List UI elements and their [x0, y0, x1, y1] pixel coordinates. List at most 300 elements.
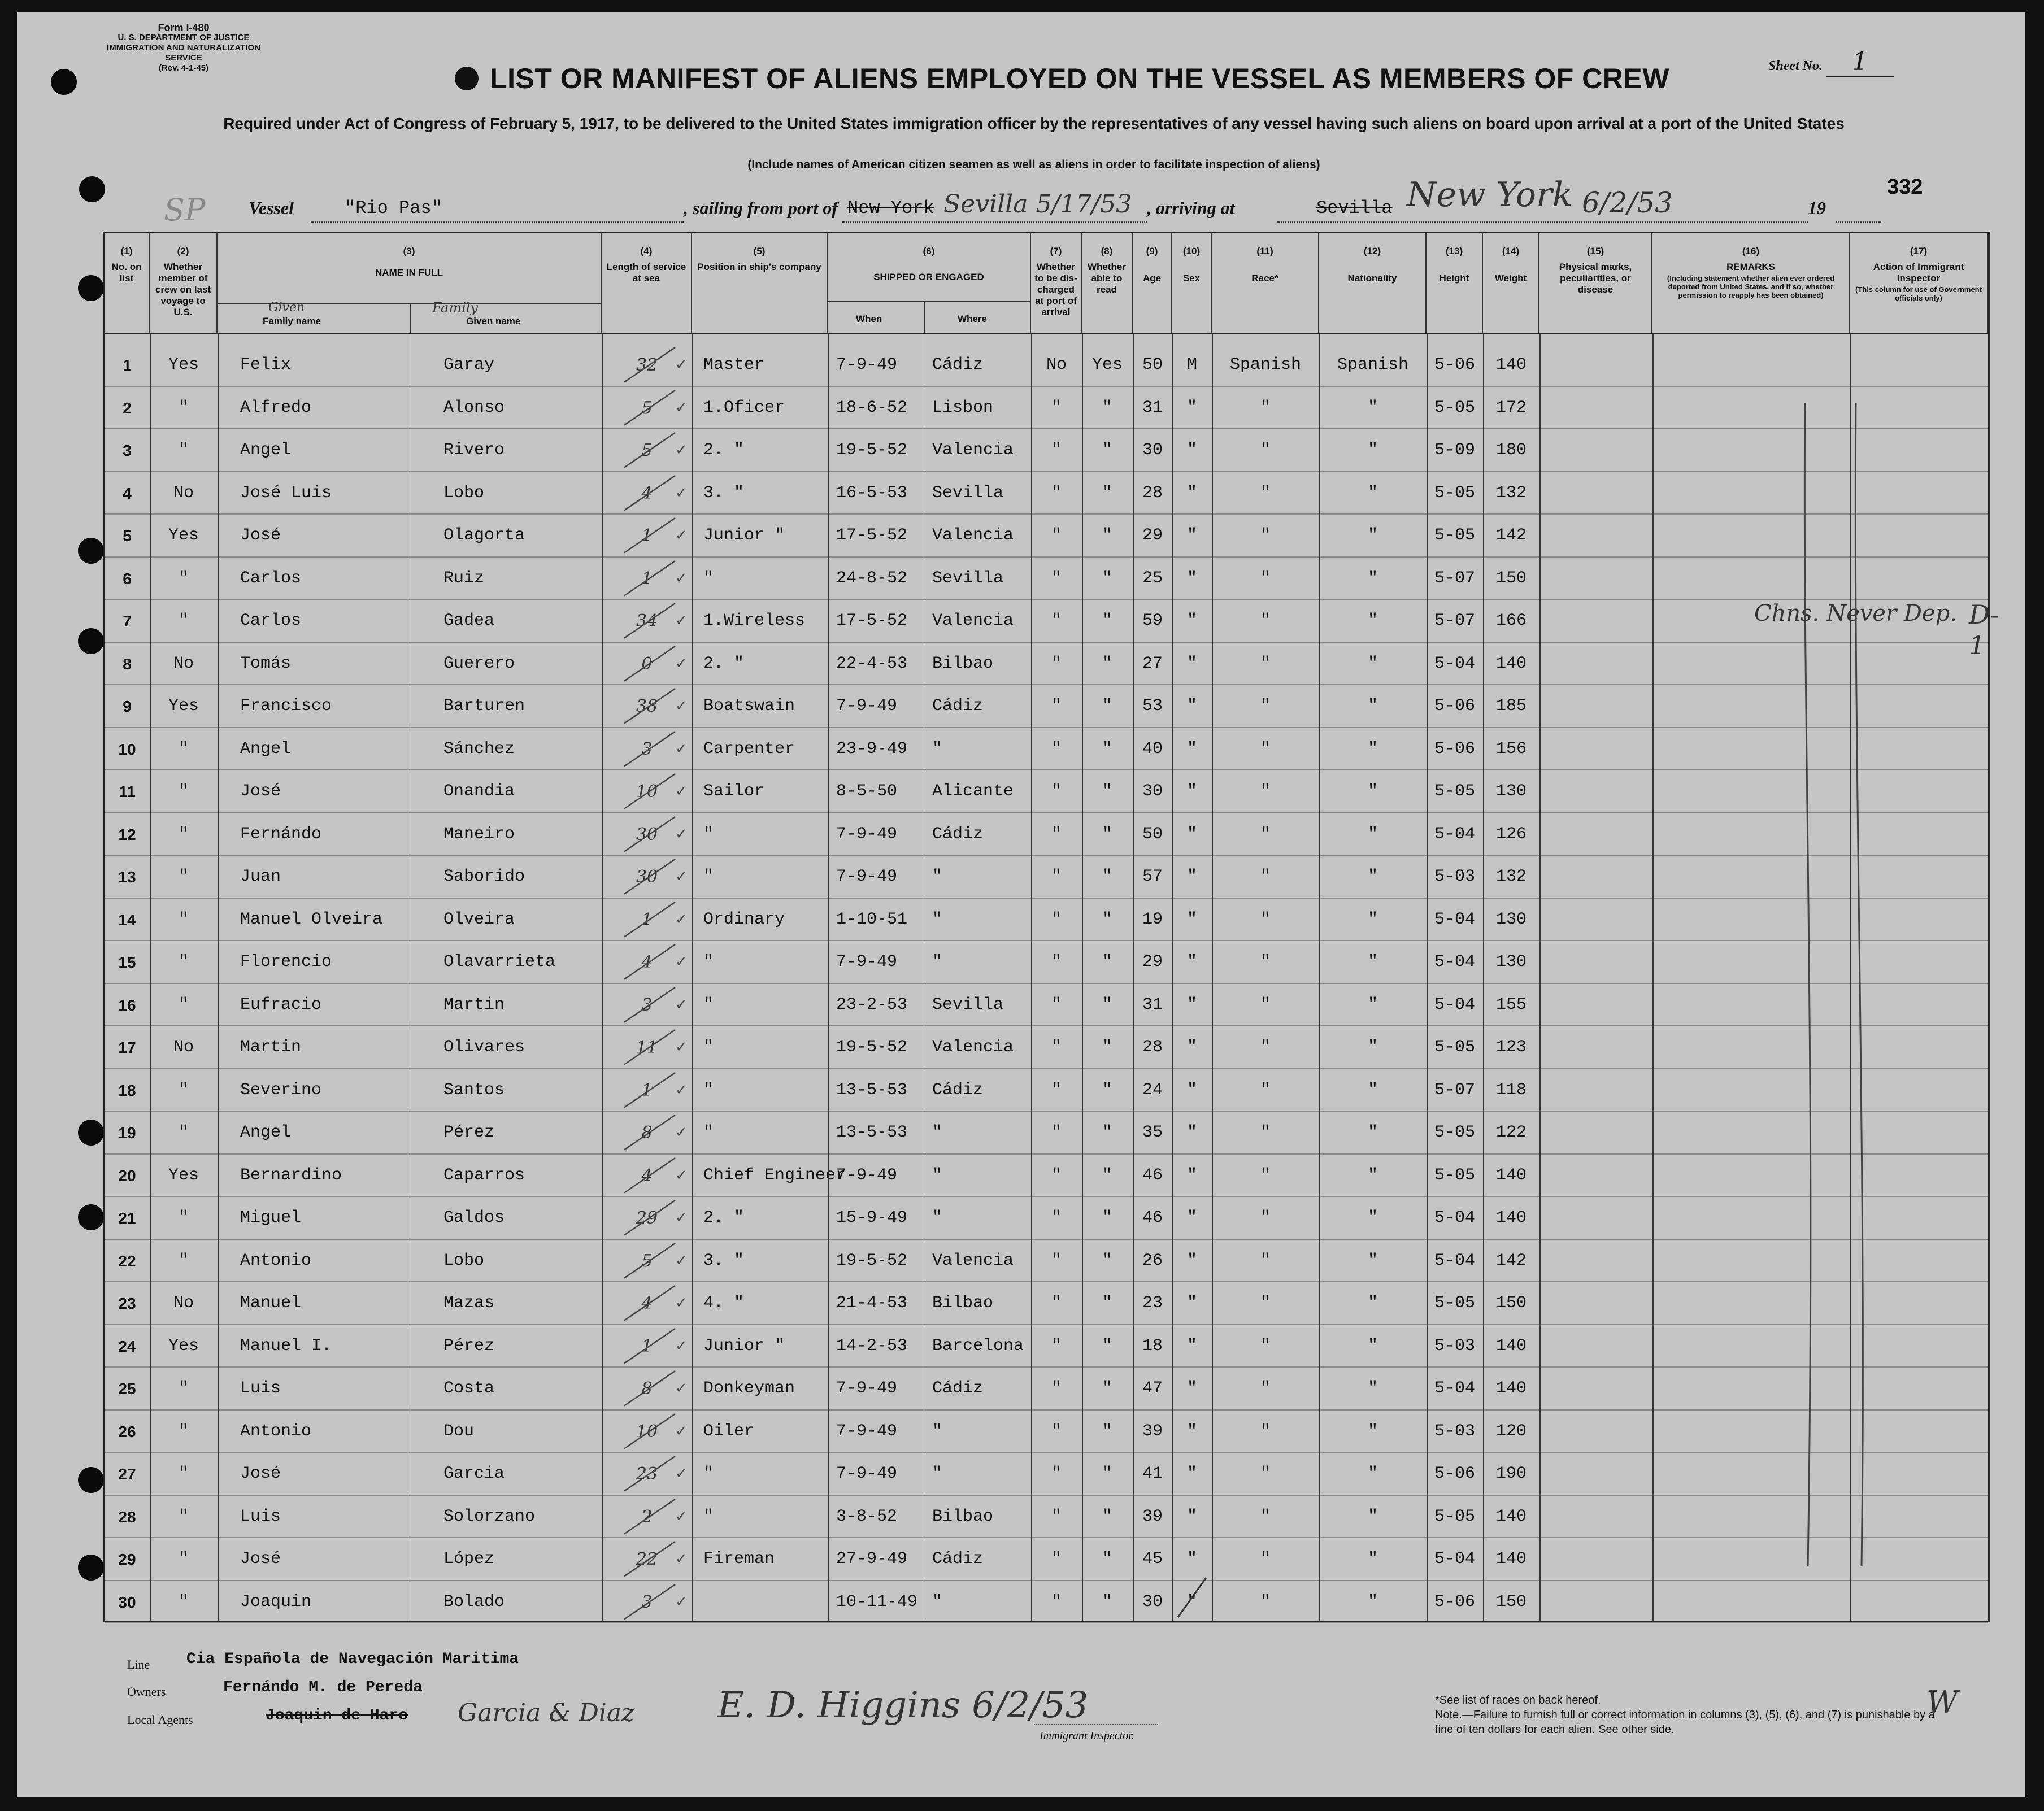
tally-slash-stroke — [624, 603, 675, 638]
cell-read: " — [1102, 824, 1112, 844]
cell-height: 5-07 — [1434, 1080, 1475, 1100]
cell-given: Antonio — [240, 1421, 312, 1441]
checkmark-icon: ✓ — [675, 1124, 688, 1141]
cell-read: " — [1102, 441, 1112, 460]
tally-slash-icon — [607, 1581, 686, 1624]
punch-hole — [78, 1120, 104, 1146]
cell-where: Valencia — [932, 1038, 1014, 1057]
cell-race: " — [1260, 1421, 1271, 1441]
cell-given: Joaquin — [240, 1592, 312, 1612]
form-identifier — [102, 23, 266, 73]
remarks-vertical-stroke — [1804, 403, 1811, 1566]
cell-given: Carlos — [240, 568, 302, 588]
cell-family: Lobo — [443, 1251, 485, 1270]
cell-svc: 2 — [641, 1507, 653, 1527]
tally-slash-icon — [607, 600, 686, 643]
cell-age: 30 — [1142, 782, 1163, 801]
cell-read: " — [1102, 1251, 1112, 1270]
cell-sex: " — [1186, 995, 1197, 1015]
cell-age: 24 — [1142, 1080, 1163, 1100]
cell-svc: 1 — [641, 568, 653, 589]
cell-height: 5-09 — [1434, 441, 1475, 460]
cell-where: Valencia — [932, 1251, 1014, 1270]
cell-when: 19-5-52 — [836, 1038, 908, 1057]
cell-weight: 140 — [1495, 1336, 1527, 1356]
cell-pos: Boatswain — [703, 696, 795, 716]
cell-disch: " — [1051, 1336, 1062, 1356]
column-header-c16 — [1652, 233, 1850, 333]
cell-where: " — [932, 1123, 943, 1142]
cell-prev: " — [178, 995, 189, 1015]
cell-pos: Fireman — [703, 1549, 775, 1569]
cell-nat: " — [1367, 952, 1378, 972]
tally-slash-stroke — [624, 1286, 675, 1321]
cell-svc: 3 — [641, 995, 653, 1015]
cell-no: 20 — [118, 1166, 136, 1185]
cell-pos: Ordinary — [703, 909, 785, 929]
cell-given: Francisco — [240, 696, 332, 716]
cell-disch: " — [1051, 441, 1062, 460]
cell-when: 7-9-49 — [836, 952, 898, 972]
inspector-label: Immigrant Inspector. — [1040, 1730, 1134, 1742]
cell-nat: " — [1367, 909, 1378, 929]
cell-nat: " — [1367, 1038, 1378, 1057]
column-divider — [828, 333, 829, 1621]
cell-sex: " — [1186, 824, 1197, 844]
cell-height: 5-03 — [1434, 867, 1475, 886]
checkmark-icon: ✓ — [675, 527, 688, 544]
column-number: (16) — [1742, 246, 1760, 256]
stamp-number: 332 — [1887, 175, 1923, 199]
cell-race: " — [1260, 1165, 1271, 1185]
year-label: 19 — [1808, 198, 1826, 218]
cell-weight: 122 — [1495, 1123, 1527, 1142]
cell-given: Florencio — [240, 952, 332, 972]
cell-nat: " — [1367, 1421, 1378, 1441]
sailing-label: , sailing from port of — [684, 198, 838, 218]
cell-read: " — [1102, 1507, 1112, 1526]
cell-disch: " — [1051, 824, 1062, 844]
cell-read: " — [1102, 526, 1112, 545]
cell-no: 28 — [118, 1508, 136, 1526]
column-title: Physical marks, peculiarities, or disease — [1559, 262, 1632, 295]
cell-weight: 185 — [1495, 696, 1527, 716]
cell-family: Dou — [443, 1421, 475, 1441]
cell-given: Antonio — [240, 1251, 312, 1270]
include-note: (Include names of American citizen seamen as well as aliens in order to facilitate inspection of aliens) — [747, 158, 1320, 171]
cell-age: 41 — [1142, 1464, 1163, 1483]
cell-height: 5-05 — [1434, 526, 1475, 545]
tally-slash-stroke — [624, 1542, 675, 1577]
cell-nat: " — [1367, 483, 1378, 503]
cell-height: 5-03 — [1434, 1336, 1475, 1356]
cell-prev: Yes — [168, 1165, 199, 1185]
cell-family: Maneiro — [443, 824, 515, 844]
cell-weight: 142 — [1495, 1251, 1527, 1270]
subheader-family-handwritten: Family — [432, 300, 478, 316]
cell-height: 5-06 — [1434, 355, 1475, 375]
cell-pos: Carpenter — [703, 739, 795, 759]
cell-nat: " — [1367, 995, 1378, 1015]
cell-prev: " — [178, 952, 189, 972]
cell-age: 47 — [1142, 1379, 1163, 1398]
cell-family: Galdos — [443, 1208, 505, 1227]
cell-race: " — [1260, 1379, 1271, 1398]
cell-when: 18-6-52 — [836, 398, 908, 417]
checkmark-icon: ✓ — [675, 1422, 688, 1440]
checkmark-icon: ✓ — [675, 1508, 688, 1525]
cell-no: 17 — [118, 1039, 136, 1056]
cell-weight: 155 — [1495, 995, 1527, 1015]
cell-age: 25 — [1142, 568, 1163, 588]
tally-slash-icon — [607, 1411, 686, 1453]
end-slash-stroke — [1178, 1578, 1206, 1617]
cell-where: Cádiz — [932, 1379, 984, 1398]
cell-age: 29 — [1142, 526, 1163, 545]
cell-age: 50 — [1142, 355, 1163, 375]
cell-read: " — [1102, 1080, 1112, 1100]
cell-race: " — [1260, 1592, 1271, 1612]
cell-when: 8-5-50 — [836, 782, 898, 801]
cell-weight: 130 — [1495, 782, 1527, 801]
sheet-label: Sheet No. — [1768, 59, 1823, 73]
cell-no: 22 — [118, 1252, 136, 1270]
cell-weight: 140 — [1495, 355, 1527, 375]
cell-weight: 142 — [1495, 526, 1527, 545]
cell-svc: 0 — [641, 654, 653, 674]
cell-svc: 1 — [641, 909, 653, 930]
subheader-family-text: Given name — [466, 316, 521, 326]
column-header-c15 — [1539, 233, 1652, 333]
cell-disch: " — [1051, 1294, 1062, 1313]
cell-read: " — [1102, 1123, 1112, 1142]
cell-svc: 4 — [641, 1165, 653, 1186]
checkmark-icon: ✓ — [675, 740, 688, 758]
cell-race: " — [1260, 568, 1271, 588]
column-divider — [1850, 333, 1851, 1621]
cell-weight: 150 — [1495, 1592, 1527, 1612]
cell-sex: " — [1186, 1080, 1197, 1100]
tally-slash-icon — [607, 515, 686, 558]
cell-height: 5-04 — [1434, 1379, 1475, 1398]
tally-slash-stroke — [624, 944, 675, 979]
cell-family: Olveira — [443, 909, 515, 929]
cell-disch: " — [1051, 483, 1062, 503]
cell-height: 5-06 — [1434, 739, 1475, 759]
cell-family: Lobo — [443, 483, 485, 503]
column-divider — [1133, 333, 1134, 1621]
cell-given: José — [240, 782, 281, 801]
cell-nat: " — [1367, 611, 1378, 630]
cell-svc: 1 — [641, 1080, 653, 1100]
cell-race: " — [1260, 611, 1271, 630]
column-title: Weight — [1494, 273, 1527, 284]
cell-nat: " — [1367, 824, 1378, 844]
initials-handwritten: W — [1926, 1684, 1958, 1720]
cell-prev: Yes — [168, 355, 199, 375]
cell-pos: Master — [703, 355, 765, 375]
column-divider — [1319, 333, 1320, 1621]
cell-disch: " — [1051, 1421, 1062, 1441]
cell-pos: 1.Oficer — [703, 398, 785, 417]
cell-disch: " — [1051, 952, 1062, 972]
column-number: (12) — [1363, 246, 1381, 256]
cell-disch: " — [1051, 1165, 1062, 1185]
cell-given: Luis — [240, 1379, 281, 1398]
cell-race: " — [1260, 909, 1271, 929]
cell-sex: " — [1186, 1208, 1197, 1227]
column-title: Nationality — [1347, 273, 1397, 284]
cell-prev: " — [178, 1379, 189, 1398]
cell-nat: " — [1367, 398, 1378, 417]
cell-sex: " — [1186, 568, 1197, 588]
cell-no: 18 — [118, 1081, 136, 1099]
cell-no: 19 — [118, 1124, 136, 1142]
checkmark-icon: ✓ — [675, 1039, 688, 1056]
cell-read: " — [1102, 1165, 1112, 1185]
cell-read: " — [1102, 654, 1112, 673]
cell-when: 24-8-52 — [836, 568, 908, 588]
cell-family: Pérez — [443, 1123, 495, 1142]
cell-disch: " — [1051, 1379, 1062, 1398]
cell-given: Angel — [240, 1123, 292, 1142]
cell-pos: 2. " — [703, 654, 745, 673]
cell-read: " — [1102, 1208, 1112, 1227]
checkmark-icon: ✓ — [675, 399, 688, 416]
manifest-page — [17, 12, 2025, 1797]
tally-slash-icon — [607, 1325, 686, 1368]
cell-sex: " — [1186, 1038, 1197, 1057]
cell-age: 31 — [1142, 995, 1163, 1015]
cell-svc: 3 — [641, 739, 653, 759]
cell-weight: 180 — [1495, 441, 1527, 460]
cell-where: Barcelona — [932, 1336, 1024, 1356]
vessel-underline — [311, 221, 684, 223]
column-number: (5) — [753, 246, 766, 256]
cell-svc: 4 — [641, 952, 653, 972]
cell-when: 13-5-53 — [836, 1080, 908, 1100]
tally-slash-icon — [607, 1112, 686, 1155]
cell-prev: " — [178, 739, 189, 759]
owners-value: Fernándo M. de Pereda — [223, 1679, 423, 1696]
cell-no: 25 — [118, 1380, 136, 1398]
cell-when: 19-5-52 — [836, 441, 908, 460]
cell-race: " — [1260, 1464, 1271, 1483]
column-title: REMARKS — [1726, 262, 1775, 272]
cell-disch: " — [1051, 526, 1062, 545]
cell-sex: " — [1186, 909, 1197, 929]
column-divider — [1031, 333, 1032, 1621]
cell-read: " — [1102, 611, 1112, 630]
cell-given: Martin — [240, 1038, 302, 1057]
cell-nat: " — [1367, 1294, 1378, 1313]
cell-race: " — [1260, 1251, 1271, 1270]
cell-when: 7-9-49 — [836, 355, 898, 375]
cell-read: " — [1102, 1549, 1112, 1569]
cell-nat: " — [1367, 782, 1378, 801]
tally-slash-icon — [607, 643, 686, 686]
checkmark-icon: ✓ — [675, 569, 688, 587]
checkmark-icon: ✓ — [675, 868, 688, 885]
cell-family: Olagorta — [443, 526, 525, 545]
cell-family: Rivero — [443, 441, 505, 460]
cell-given: Juan — [240, 867, 281, 886]
cell-where: Cádiz — [932, 824, 984, 844]
column-divider — [1172, 333, 1173, 1621]
cell-pos: " — [703, 568, 714, 588]
cell-disch: " — [1051, 1123, 1062, 1142]
cell-weight: 172 — [1495, 398, 1527, 417]
cell-given: Tomás — [240, 654, 292, 673]
tally-slash-icon — [607, 899, 686, 942]
column-number: (14) — [1502, 246, 1520, 256]
column-header-c14 — [1483, 233, 1539, 333]
cell-given: Angel — [240, 441, 292, 460]
cell-age: 30 — [1142, 1592, 1163, 1612]
cell-read: " — [1102, 398, 1112, 417]
cell-age: 35 — [1142, 1123, 1163, 1142]
cell-sex: " — [1186, 1165, 1197, 1185]
cell-weight: 140 — [1495, 1549, 1527, 1569]
tally-slash-stroke — [624, 817, 675, 852]
column-number: (2) — [177, 246, 189, 256]
cell-where: Sevilla — [932, 995, 1004, 1015]
cell-where: Bilbao — [932, 1507, 994, 1526]
cell-no: 21 — [118, 1209, 136, 1227]
cell-nat: " — [1367, 441, 1378, 460]
cell-pos: " — [703, 824, 714, 844]
cell-where: Cádiz — [932, 1549, 984, 1569]
tally-slash-icon — [607, 1155, 686, 1198]
cell-race: " — [1260, 867, 1271, 886]
cell-height: 5-07 — [1434, 611, 1475, 630]
checkmark-icon: ✓ — [675, 612, 688, 629]
cell-weight: 130 — [1495, 909, 1527, 929]
races-note: *See list of races on back hereof. — [1435, 1694, 1601, 1706]
cell-sex: " — [1186, 1549, 1197, 1569]
cell-given: Miguel — [240, 1208, 302, 1227]
cell-height: 5-06 — [1434, 1464, 1475, 1483]
cell-prev: Yes — [168, 1336, 199, 1356]
form-number: Form I-480 — [158, 22, 210, 33]
checkmark-icon: ✓ — [675, 996, 688, 1013]
cell-when: 7-9-49 — [836, 1379, 898, 1398]
column-header-c3 — [218, 233, 602, 333]
cell-disch: No — [1046, 355, 1067, 375]
agents-label: Local Agents — [127, 1713, 193, 1727]
cell-when: 10-11-49 — [836, 1592, 918, 1612]
cell-svc: 5 — [641, 398, 653, 418]
sailing-port-handwritten: Sevilla 5/17/53 — [943, 190, 1132, 219]
cell-when: 7-9-49 — [836, 696, 898, 716]
column-title: No. on list — [111, 262, 142, 284]
cell-where: Alicante — [932, 782, 1014, 801]
cell-given: Carlos — [240, 611, 302, 630]
cell-age: 53 — [1142, 696, 1163, 716]
column-divider — [1539, 333, 1541, 1621]
column-title: Whether able to read — [1088, 262, 1126, 295]
column-divider — [1652, 333, 1654, 1621]
cell-svc: 8 — [641, 1123, 653, 1143]
cell-sex: " — [1186, 441, 1197, 460]
cell-when: 19-5-52 — [836, 1251, 908, 1270]
cell-pos: " — [703, 1464, 714, 1483]
column-header-c2 — [150, 233, 218, 333]
cell-svc: 1 — [641, 526, 653, 546]
vessel-name: "Rio Pas" — [345, 198, 442, 219]
column-number: (17) — [1910, 246, 1928, 256]
cell-read: " — [1102, 696, 1112, 716]
cell-disch: " — [1051, 739, 1062, 759]
subheader-given — [263, 316, 321, 327]
cell-race: " — [1260, 1336, 1271, 1356]
inspector-underline — [1034, 1724, 1158, 1725]
cell-when: 17-5-52 — [836, 611, 908, 630]
cell-where: " — [932, 1421, 943, 1441]
column-number: (13) — [1445, 246, 1463, 256]
checkmark-icon: ✓ — [675, 825, 688, 843]
column-divider — [218, 333, 219, 1621]
tally-slash-icon — [607, 1240, 686, 1283]
cell-height: 5-05 — [1434, 398, 1475, 417]
column-title: Sex — [1182, 273, 1201, 284]
checkmark-icon: ✓ — [675, 442, 688, 459]
cell-pos: Chief Engineer — [703, 1165, 846, 1185]
cell-age: 50 — [1142, 824, 1163, 844]
cell-age: 31 — [1142, 398, 1163, 417]
cell-race: " — [1260, 1038, 1271, 1057]
tally-slash-icon — [607, 1368, 686, 1411]
cell-age: 46 — [1142, 1208, 1163, 1227]
cell-svc: 30 — [636, 824, 658, 844]
cell-svc: 10 — [636, 782, 658, 802]
cell-height: 5-06 — [1434, 696, 1475, 716]
cell-weight: 132 — [1495, 867, 1527, 886]
cell-no: 7 — [123, 612, 132, 630]
cell-height: 5-04 — [1434, 824, 1475, 844]
column-title: Length of service at sea — [606, 262, 686, 284]
cell-given: Manuel Olveira — [240, 909, 383, 929]
cell-where: Cádiz — [932, 355, 984, 375]
line-value: Cia Española de Navegación Maritima — [186, 1651, 519, 1668]
column-header-c8 — [1082, 233, 1133, 333]
checkmark-icon: ✓ — [675, 1295, 688, 1312]
cell-given: Eufracio — [240, 995, 322, 1015]
cell-family: Olavarrieta — [443, 952, 556, 972]
cell-height: 5-04 — [1434, 1549, 1475, 1569]
cell-family: Bolado — [443, 1592, 505, 1612]
cell-nat: " — [1367, 1336, 1378, 1356]
cell-when: 23-2-53 — [836, 995, 908, 1015]
cell-weight: 120 — [1495, 1421, 1527, 1441]
cell-family: Martin — [443, 995, 505, 1015]
cell-age: 19 — [1142, 909, 1163, 929]
column-title: Race* — [1251, 273, 1278, 284]
tally-slash-icon — [607, 1282, 686, 1325]
cell-no: 9 — [123, 698, 132, 715]
punch-hole — [78, 538, 104, 564]
checkmark-icon: ✓ — [675, 484, 688, 502]
cell-race: " — [1260, 782, 1271, 801]
arriving-underline — [1277, 221, 1808, 223]
sailing-port-struck: New York — [847, 198, 934, 219]
tally-slash-stroke — [624, 347, 675, 382]
cell-age: 29 — [1142, 952, 1163, 972]
cell-pos: " — [703, 1080, 714, 1100]
column-title: NAME IN FULL — [375, 267, 443, 278]
cell-race: " — [1260, 1294, 1271, 1313]
cell-where: " — [932, 1592, 943, 1612]
